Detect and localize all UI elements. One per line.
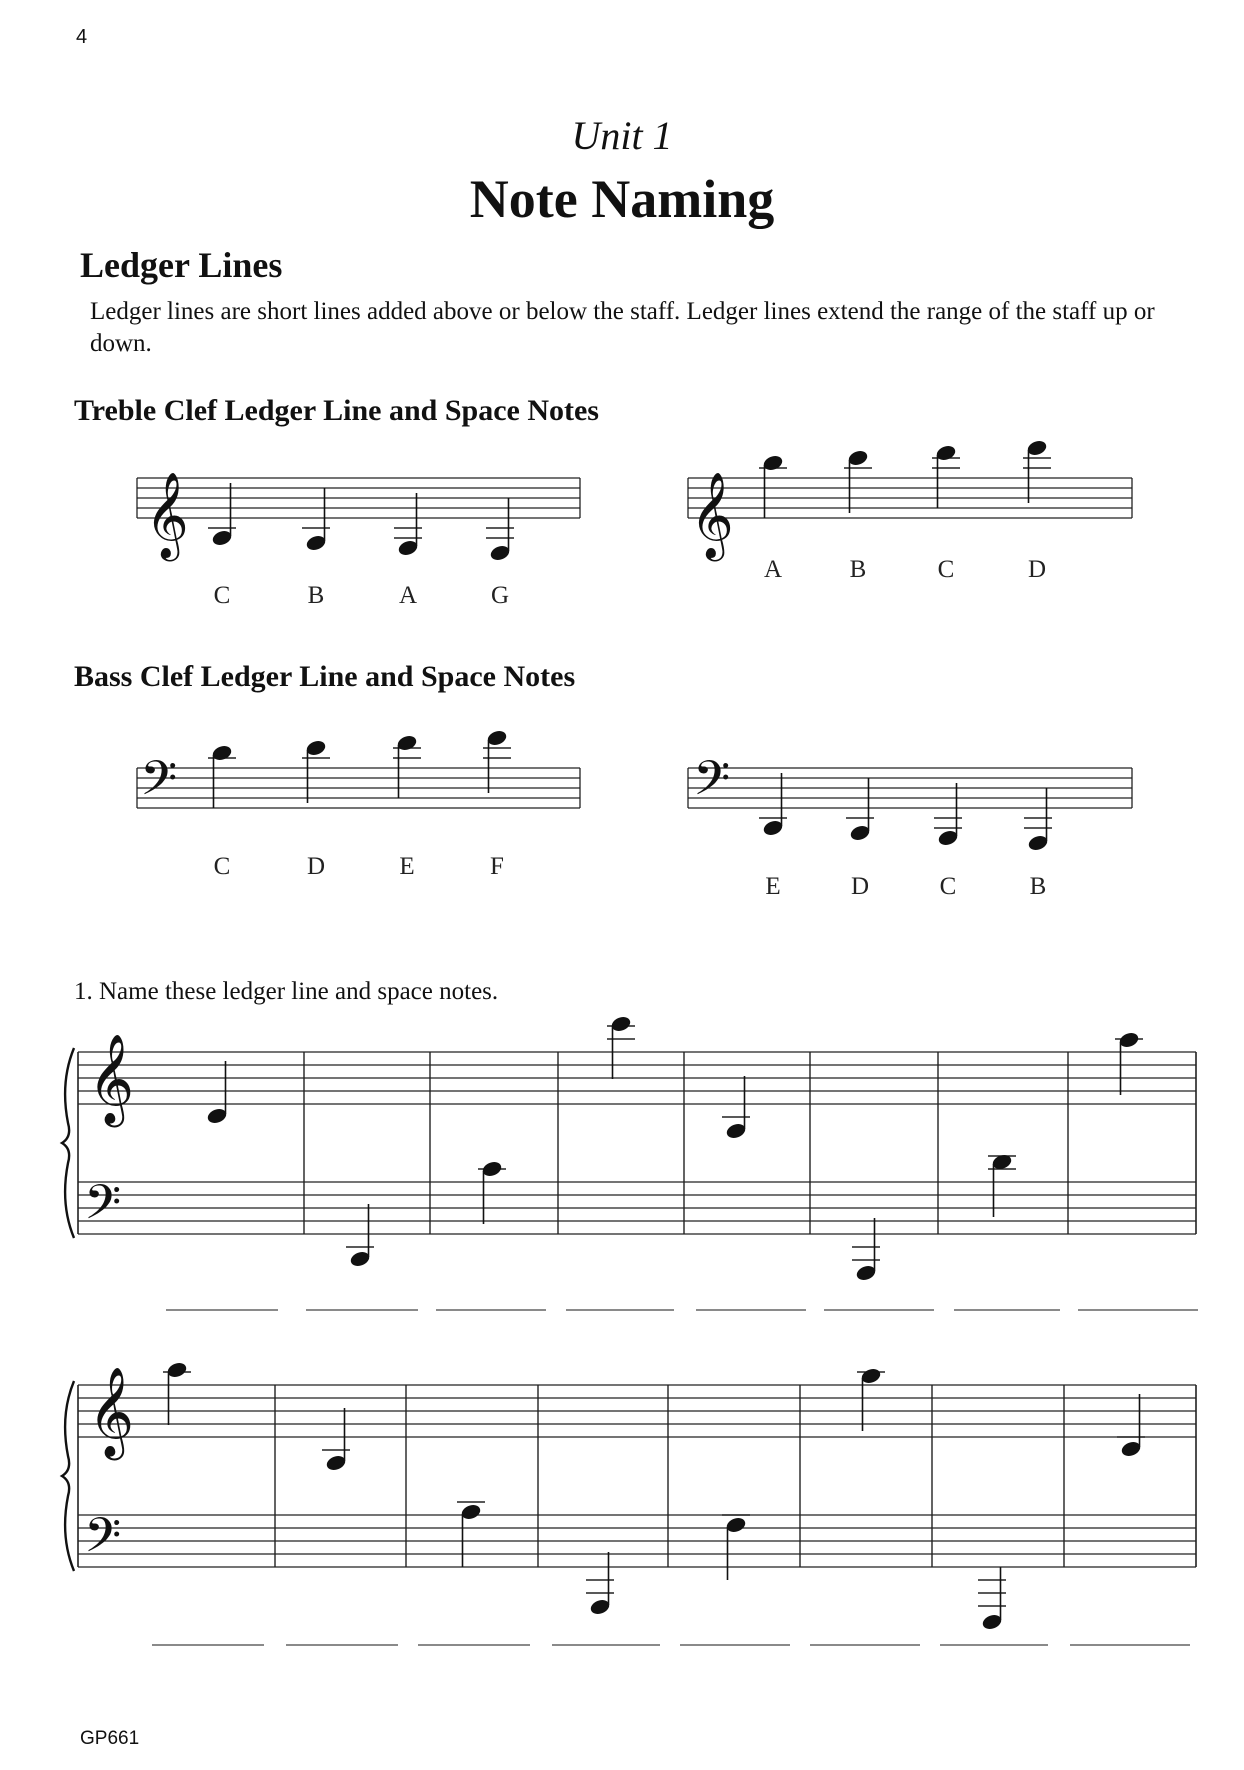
note-label-b: B <box>1029 873 1047 900</box>
treble-heading: Treble Clef Ledger Line and Space Notes <box>74 394 599 427</box>
bass-clef: 𝄢 <box>84 1507 122 1575</box>
exercise-grand-staff-1 <box>62 1015 1198 1310</box>
treble-above-example <box>688 439 1132 583</box>
note-label-c: C <box>937 556 955 583</box>
bass-heading: Bass Clef Ledger Line and Space Notes <box>74 660 576 693</box>
brace <box>62 1048 74 1238</box>
exercise-grand-staff-2 <box>62 1361 1196 1645</box>
bass-above-example <box>137 729 580 880</box>
note-label-c: C <box>939 873 957 900</box>
note-label-c: C <box>213 853 231 880</box>
note-label-g: G <box>490 582 510 609</box>
treble-clef: 𝄞 <box>145 472 189 558</box>
note-label-c: C <box>213 582 231 609</box>
note-label-b: B <box>849 556 867 583</box>
page-number: 4 <box>76 26 88 48</box>
unit-label: Unit 1 <box>571 113 673 158</box>
section-heading: Ledger Lines <box>80 245 283 285</box>
note-label-a: A <box>398 582 418 609</box>
intro-text: Ledger lines are short lines added above or below the staff. Ledger lines extend the range of the staff up or down. <box>90 298 1155 357</box>
note-label-e: E <box>765 873 781 900</box>
treble-clef: 𝄞 <box>88 1367 135 1457</box>
treble-clef: 𝄞 <box>690 472 734 558</box>
exercise-prompt: 1. Name these ledger line and space notes. <box>74 978 499 1005</box>
note-label-f: F <box>490 853 504 880</box>
bass-clef: 𝄢 <box>140 750 178 818</box>
note-label-b: B <box>307 582 325 609</box>
brace <box>62 1381 74 1571</box>
note-label-e: E <box>399 853 415 880</box>
bass-clef: 𝄢 <box>693 750 731 818</box>
bass-below-example <box>688 750 1132 900</box>
footer-code: GP661 <box>80 1728 140 1749</box>
treble-below-example <box>137 472 580 609</box>
note-label-a: A <box>763 556 783 583</box>
note-label-d: D <box>306 853 326 880</box>
bass-clef: 𝄢 <box>84 1174 122 1242</box>
page-title: Note Naming <box>469 169 775 229</box>
note-label-d: D <box>850 873 870 900</box>
note-label-d: D <box>1027 556 1047 583</box>
treble-clef: 𝄞 <box>88 1034 135 1124</box>
